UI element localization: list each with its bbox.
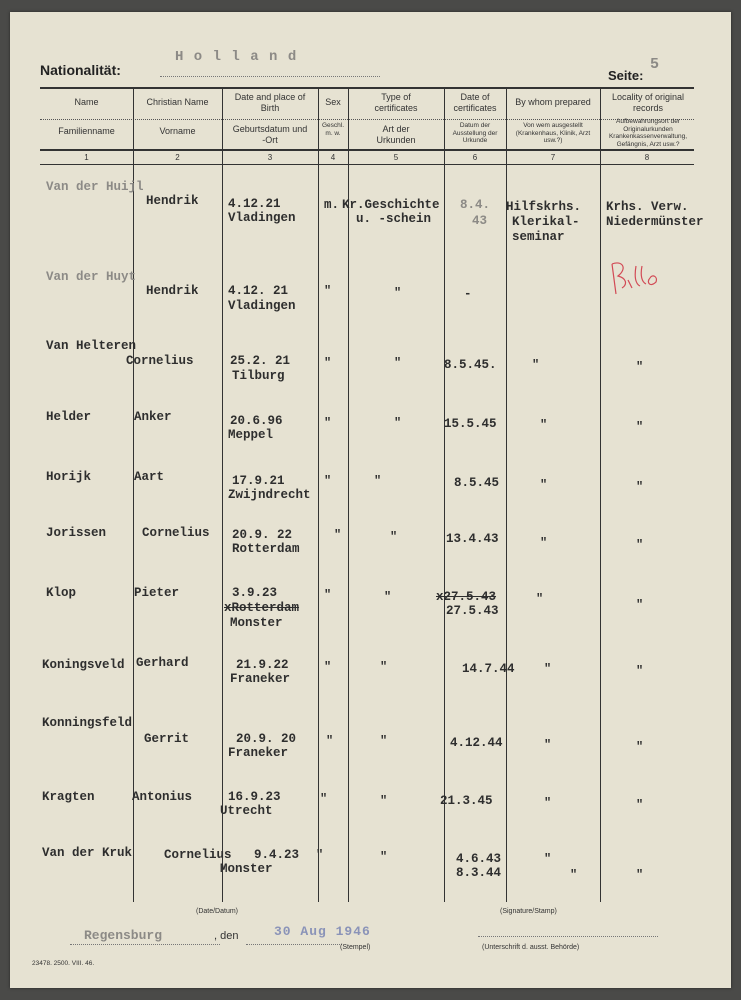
row-type: " <box>390 530 398 544</box>
row-sex: " <box>324 660 332 674</box>
col-divider-5 <box>444 87 445 902</box>
row-date: 25.2. 21 <box>230 354 291 368</box>
place-line <box>70 944 220 945</box>
row-sex: " <box>324 284 332 298</box>
number-row-rule <box>40 164 694 165</box>
row-date: 4.12.21 <box>228 197 281 211</box>
row-loc: " <box>636 664 644 678</box>
col-divider-1 <box>133 87 134 902</box>
nationalitat-label: Nationalität: <box>40 62 121 78</box>
row-cert: 14.7.44 <box>462 662 515 676</box>
col4-de: Geschl. m. w. <box>321 122 345 137</box>
row-type: " <box>394 286 402 300</box>
row-cert: 13.4.43 <box>446 532 499 546</box>
row-name: Klop <box>46 586 77 600</box>
row-date: 9.4.23 <box>254 848 300 862</box>
row-type: " <box>380 850 388 864</box>
row-sex: " <box>324 416 332 430</box>
row-cert-2: 8.3.44 <box>456 866 502 880</box>
row-type-2: u. -schein <box>356 212 432 226</box>
row-date: 21.9.22 <box>236 658 289 672</box>
row-date: 16.9.23 <box>228 790 281 804</box>
row-name: Helder <box>46 410 92 424</box>
row-place: Meppel <box>228 428 274 442</box>
row-loc: " <box>636 420 644 434</box>
col3-de: Geburtsdatum und -Ort <box>232 124 308 145</box>
row-place: Franeker <box>228 746 289 760</box>
row-place: Vladingen <box>228 299 296 313</box>
row-first: Hendrik <box>146 284 199 298</box>
row-date: 20.9. 20 <box>236 732 297 746</box>
row-place: Zwijndrecht <box>228 488 311 502</box>
row-place: Utrecht <box>220 804 273 818</box>
row-name: Kragten <box>42 790 95 804</box>
row-cert: 4.6.43 <box>456 852 502 866</box>
col8-en: Locality of original records <box>611 92 685 113</box>
row-first: Antonius <box>132 790 193 804</box>
row-first: Aart <box>134 470 165 484</box>
col3-num: 3 <box>267 153 273 162</box>
row-loc: " <box>636 538 644 552</box>
row-place-struck: xRotterdam <box>224 601 300 615</box>
row-sex: " <box>326 734 334 748</box>
col7-en: By whom prepared <box>515 97 591 107</box>
row-type: " <box>380 794 388 808</box>
date-label: (Date/Datum) <box>196 908 239 915</box>
nationalitat-value: H o l l a n d <box>175 49 298 65</box>
row-sex: " <box>324 588 332 602</box>
row-loc: " <box>636 598 644 612</box>
row-cert: 15.5.45 <box>444 417 497 431</box>
row-place: Monster <box>220 862 273 876</box>
row-first: Gerhard <box>136 656 189 670</box>
row-prep: Hilfskrhs. <box>506 200 582 214</box>
row-name: Horijk <box>46 470 92 484</box>
row-date: 3.9.23 <box>232 586 278 600</box>
row-sex: " <box>316 848 324 862</box>
col-divider-2 <box>222 87 223 902</box>
den-label: , den <box>214 930 239 942</box>
row-type: " <box>384 590 392 604</box>
signature-line <box>478 936 658 937</box>
row-prep-3: seminar <box>512 230 565 244</box>
row-loc: " <box>636 868 644 882</box>
row-loc: " <box>636 480 644 494</box>
unterschrift-label: (Unterschrift d. ausst. Behörde) <box>482 944 580 951</box>
stempel-label: (Stempel) <box>340 944 371 951</box>
row-prep: " <box>540 478 548 492</box>
seite-label: Seite: <box>608 68 644 83</box>
row-name: Van Helteren <box>46 339 137 353</box>
col5-en: Type of certificates <box>374 92 418 113</box>
col7-de: Von wem ausgestellt (Krankenhaus, Klinik, Arzt usw.?) <box>515 122 591 144</box>
row-first: Hendrik <box>146 194 199 208</box>
header-bottom-rule <box>40 149 694 151</box>
row-loc-2: Niedermünster <box>606 215 704 229</box>
col-divider-3 <box>318 87 319 902</box>
row-name: Van der Kruk <box>42 846 133 860</box>
form-code: 23478. 2500. VIII. 46. <box>32 960 95 967</box>
col2-num: 2 <box>175 153 180 162</box>
row-sex: " <box>324 356 332 370</box>
row-name: Van der Huijl <box>46 180 144 194</box>
row-prep: " <box>540 536 548 550</box>
col1-num: 1 <box>84 153 89 162</box>
document-sheet <box>10 12 731 988</box>
table-top-rule <box>40 87 694 89</box>
place-value: Regensburg <box>84 928 163 943</box>
row-prep: " <box>532 358 540 372</box>
row-loc: " <box>636 740 644 754</box>
row-prep: " <box>540 418 548 432</box>
date-stamp: 30 Aug 1946 <box>274 924 371 939</box>
row-cert: 8.5.45. <box>444 358 497 372</box>
row-place: Vladingen <box>228 211 296 225</box>
signature-label: (Signature/Stamp) <box>500 908 557 915</box>
row-cert: 8.4. <box>460 198 491 212</box>
row-cert-struck: x27.5.43 <box>436 590 497 604</box>
row-place: Tilburg <box>232 369 285 383</box>
row-type: Kr.Geschichte <box>342 198 440 212</box>
row-first: Anker <box>134 410 172 424</box>
row-first: Cornelius <box>142 526 210 540</box>
col6-de: Datum der Ausstellung der Urkunde <box>452 122 498 144</box>
col7-num: 7 <box>550 153 556 162</box>
row-first: Cornelius <box>164 848 232 862</box>
row-place: Rotterdam <box>232 542 300 556</box>
row-prep: " <box>544 796 552 810</box>
nationalitat-line <box>160 76 380 77</box>
row-sex: m. <box>324 198 340 212</box>
row-type: " <box>374 474 382 488</box>
col8-num: 8 <box>644 153 650 162</box>
row-cert: 8.5.45 <box>454 476 500 490</box>
col2-de: Vorname <box>159 126 196 136</box>
row-date: 4.12. 21 <box>228 284 289 298</box>
col4-en: Sex <box>325 97 341 107</box>
handwritten-signature <box>606 252 670 302</box>
row-prep: " <box>544 738 552 752</box>
col-divider-7 <box>600 87 601 902</box>
row-name: Koningsveld <box>42 658 125 672</box>
row-first: Pieter <box>134 586 180 600</box>
row-prep: " <box>536 592 544 606</box>
row-sex: " <box>334 528 342 542</box>
row-type: " <box>380 660 388 674</box>
col1-de: Familienname <box>58 126 115 136</box>
row-loc: " <box>636 360 644 374</box>
row-prep-2: " <box>570 868 578 882</box>
row-cert: - <box>464 287 472 301</box>
seite-value: 5 <box>650 56 660 73</box>
row-date: 17.9.21 <box>232 474 285 488</box>
row-type: " <box>394 416 402 430</box>
row-cert-2: 27.5.43 <box>446 604 499 618</box>
header-divider <box>40 119 694 120</box>
col5-de: Art der Urkunden <box>376 124 416 145</box>
row-name: Jorissen <box>46 526 107 540</box>
row-cert: 4.12.44 <box>450 736 503 750</box>
row-type: " <box>394 356 402 370</box>
row-name: Van der Huyt <box>46 270 137 284</box>
date-line <box>246 944 342 945</box>
col6-num: 6 <box>472 153 478 162</box>
row-date: 20.6.96 <box>230 414 283 428</box>
row-place-2: Monster <box>230 616 283 630</box>
col8-de: Aufbewahrungsort der Originalurkunden Krankenkassenverwaltung, Gefängnis, Arzt usw.? <box>608 118 688 148</box>
col6-en: Date of certificates <box>453 92 497 113</box>
col2-en: Christian Name <box>146 97 209 107</box>
row-prep: " <box>544 662 552 676</box>
col5-num: 5 <box>393 153 399 162</box>
row-type: " <box>380 734 388 748</box>
col4-num: 4 <box>330 153 336 162</box>
row-cert-2: 43 <box>472 214 488 228</box>
row-first: Cornelius <box>126 354 194 368</box>
row-prep-2: Klerikal- <box>512 215 580 229</box>
col3-en: Date and place of Birth <box>234 92 306 113</box>
col1-en: Name <box>74 97 99 107</box>
row-sex: " <box>320 792 328 806</box>
row-date: 20.9. 22 <box>232 528 293 542</box>
row-place: Franeker <box>230 672 291 686</box>
row-loc: Krhs. Verw. <box>606 200 689 214</box>
row-name: Konningsfeld <box>42 716 133 730</box>
row-prep: " <box>544 852 552 866</box>
row-loc: " <box>636 798 644 812</box>
row-cert: 21.3.45 <box>440 794 493 808</box>
row-first: Gerrit <box>144 732 190 746</box>
row-sex: " <box>324 474 332 488</box>
